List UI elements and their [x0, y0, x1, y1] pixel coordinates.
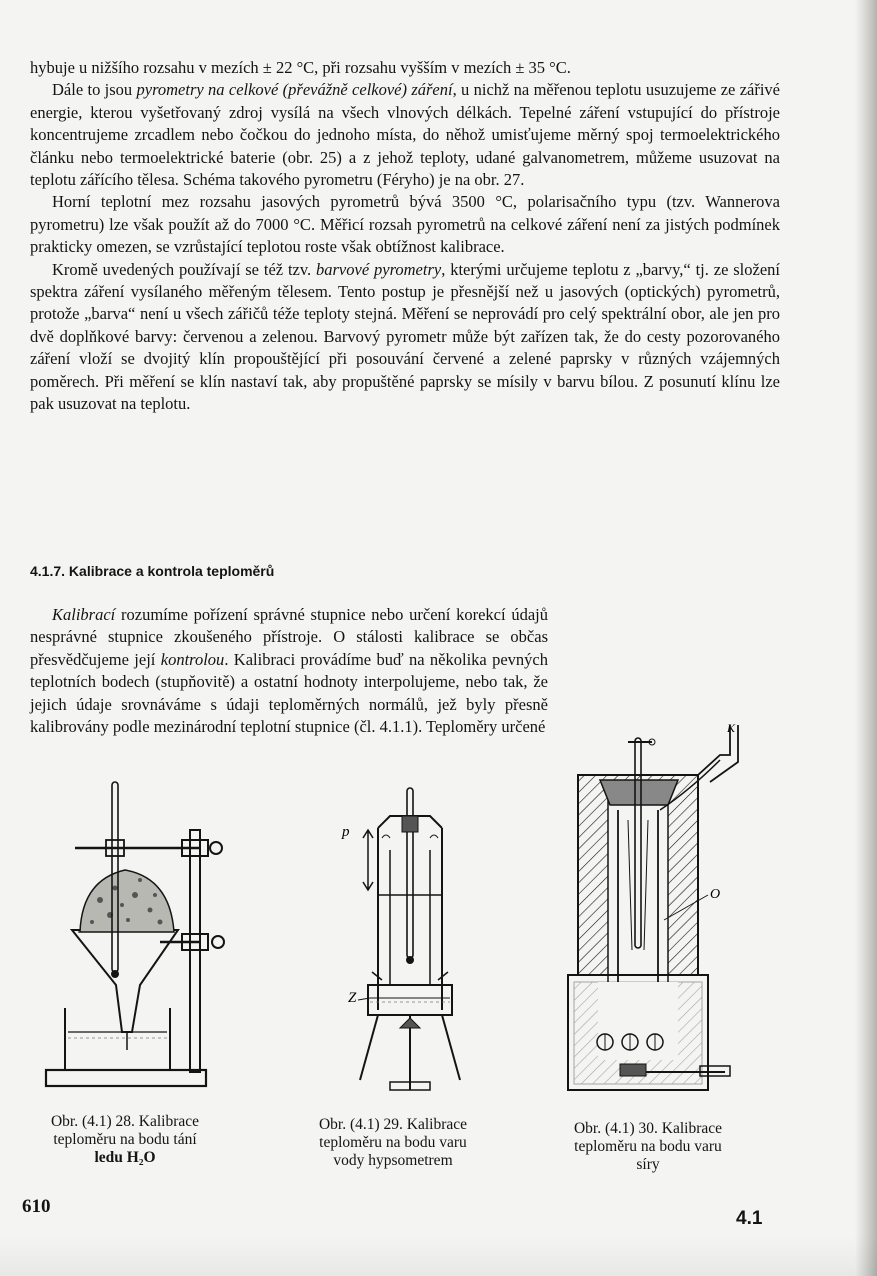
figure-29-label-z: Z	[348, 990, 357, 1006]
paragraph-4: Kromě uvedených používají se též tzv. barvové pyrometry, kterými určujeme teplotu z „barvy,“ tj. ze složení spektra záření vysílaného měřeným tělesem. Tento postup je přesnější než u jasových (optických) pyrometrů, protože „barva“ není u všech zářičů téže teploty stejná. Měření se neprovádí pro celý spektrální obor, ale jen pro dvě doplňkové barvy: červenou a zelenou. Barvový pyrometr může být zařízen tak, že do cesty pozorovaného záření vloží se dvojitý klín propouštějící při posouvání červené a zelené paprsky v různých vzájemných poměrech. Při měření se klín nastaví tak, aby propuštěné paprsky se mísily v barvu bílou. Z posunutí klínu lze pak usuzovat na teplotu.	[30, 259, 780, 414]
figure-28-ice-point-apparatus	[40, 770, 240, 1100]
section-number: 4.1	[736, 1208, 763, 1229]
figure-30-sulfur-apparatus	[560, 720, 750, 1100]
figure-29-hypsometer	[330, 770, 470, 1100]
page-number: 610	[22, 1196, 51, 1217]
figure-29-label-p: p	[342, 824, 350, 840]
figure-30-caption: Obr. (4.1) 30. Kalibrace teploměru na bodu varu síry	[573, 1120, 723, 1173]
figure-30-label-k: K	[727, 721, 736, 735]
section-heading: 4.1.7. Kalibrace a kontrola teploměrů	[30, 563, 275, 579]
paragraph-5: Kalibrací rozumíme pořízení správné stupnice nebo určení korekcí údajů nesprávné stupnice zkoušeného přístroje. O stálosti kalibrace se občas přesvědčujeme její kontrolou. Kalibraci provádíme buď na několika pevných teplotních bodech (stupňovitě) a ostatní hodnoty interpolujeme, nebo tak, že jejich údaje srovnáváme s údaji teploměrných normálů, jež byly přesně kalibrovány podle mezinárodní teplotní stupnice (čl. 4.1.1). Teploměry určené	[30, 604, 778, 738]
page-edge-shadow	[855, 0, 877, 1276]
paragraph-3: Horní teplotní mez rozsahu jasových pyrometrů bývá 3500 °C, polarisačního typu (tzv. Wannerova pyrometru) lze však použít až do 7000 °C. Měřicí rozsah pyrometrů na celkové záření není za jistých podmínek prakticky omezen, se vzrůstající teplotou roste však obtížnost kalibrace.	[30, 192, 780, 257]
figure-30-label-o: O	[710, 887, 721, 902]
paragraph-1: hybuje u nižšího rozsahu v mezích ± 22 °C, při rozsahu vyšším v mezích ± 35 °C.	[30, 58, 571, 77]
body-text-top	[30, 57, 780, 416]
figure-28-caption: Obr. (4.1) 28. Kalibrace teploměru na bodu tání ledu H₂O	[50, 1113, 200, 1166]
bottom-shade	[0, 1236, 877, 1276]
figure-29-caption: Obr. (4.1) 29. Kalibrace teploměru na bodu varu vody hypsometrem	[318, 1116, 468, 1169]
paragraph-2: Dále to jsou pyrometry na celkové (převážně celkové) záření, u nichž na měřenou teplotu usuzujeme ze zářivé energie, kterou vyšetřovaný zdroj vysílá na všech vlnových délkách. Tepelné záření vstupující do přístroje koncentrujeme zrcadlem nebo čočkou do jednoho místa, do něhož umisťujeme měrný spoj termoelektrického článku nebo termoelektrické baterie (obr. 25) a z jehož teploty, udané galvanometrem, můžeme usuzovat na teplotu zářícího tělesa. Schéma takového pyrometru (Féryho) je na obr. 27.	[30, 80, 780, 190]
